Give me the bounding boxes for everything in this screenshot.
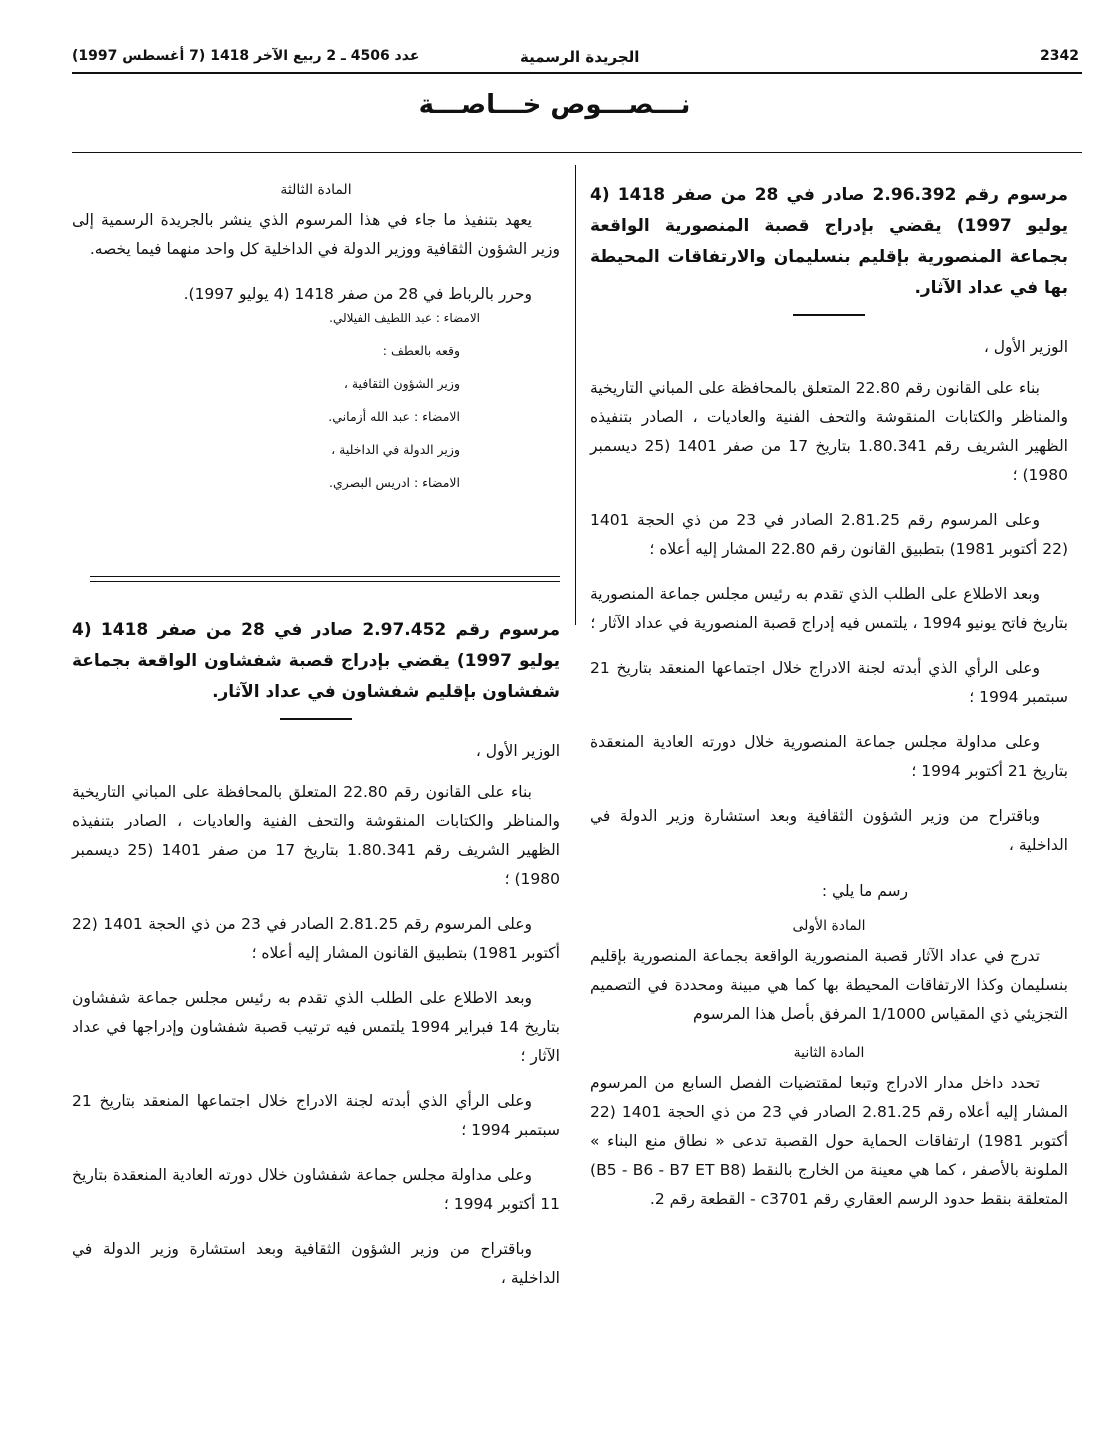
gazette-name: الجريدة الرسمية xyxy=(520,48,640,66)
decree2-para: وباقتراح من وزير الشؤون الثقافية وبعد استشارة وزير الدولة في الداخلية ، xyxy=(72,1240,560,1287)
signature-interior: الامضاء : ادريس البصري. xyxy=(329,475,460,490)
decree2-minister: الوزير الأول ، xyxy=(475,742,560,760)
article2-heading: المادة الثانية xyxy=(793,1045,865,1061)
minister-culture: وزير الشؤون الثقافية ، xyxy=(343,376,460,391)
separator-rule-bottom xyxy=(90,581,560,582)
decree2-para: بناء على القانون رقم 22.80 المتعلق بالمحافظة على المباني التاريخية والمناظر والكتابات المنقوشة والتحف الفنية والعاديات ، الصادر بتنفيذه الظهير الشريف رقم 1.80.341 بتاريخ 17 من صفر 1401 (25 ديسمبر 1980) ؛ xyxy=(72,783,560,888)
countersigned-label: وقعه بالعطف : xyxy=(382,343,460,358)
decree1-para: وعلى الرأي الذي أبدته لجنة الادراج خلال اجتماعها المنعقد بتاريخ 21 سبتمبر 1994 ؛ xyxy=(590,659,1068,706)
decree2-para: وعلى المرسوم رقم 2.81.25 الصادر في 23 من ذي الحجة 1401 (22 أكتوبر 1981) بتطبيق القانون المشار إليه أعلاه ؛ xyxy=(72,915,560,962)
signature-prime-minister: الامضاء : عبد اللطيف الفيلالي. xyxy=(329,311,480,325)
section-rule xyxy=(72,152,1082,153)
decree1-para: وعلى مداولة مجلس جماعة المنصورية خلال دورته العادية المنعقدة بتاريخ 21 أكتوبر 1994 ؛ xyxy=(590,733,1068,780)
article2-text: تحدد داخل مدار الادراج وتبعا لمقتضيات الفصل السابع من المرسوم المشار إليه أعلاه رقم 2.81.25 الصادر في 23 من ذي الحجة 1401 (22 أكتوبر 1981) ارتفاقات الحماية حول القصبة تدعى « نطاق منع البناء » الملونة بالأصفر ، كما هي معينة من الخارج بالنقط (B5 - B6 - B7 ET B8) المتعلقة بنقط حدود الرسم العقاري رقم c3701 - القطعة رقم 2. xyxy=(590,1074,1069,1208)
article1-text: تدرج في عداد الآثار قصبة المنصورية الواقعة بجماعة المنصورية بإقليم بنسليمان وكذا الارتفاقات المحيطة بها كما هي مبينة ومحددة في التصميم التجزيئي ذي المقياس 1/1000 المرفق بأصل هذا المرسوم xyxy=(590,947,1068,1023)
decree1-para: وعلى المرسوم رقم 2.81.25 الصادر في 23 من ذي الحجة 1401 (22 أكتوبر 1981) بتطبيق القانون رقم 22.80 المشار إليه أعلاه ؛ xyxy=(590,511,1068,558)
decree2-para: وعلى الرأي الذي أبدته لجنة الادراج خلال اجتماعها المنعقد بتاريخ 21 سبتمبر 1994 ؛ xyxy=(72,1092,560,1139)
title-rule xyxy=(793,314,865,316)
decree1-column xyxy=(590,180,1068,1230)
header-rule xyxy=(72,72,1082,74)
decree2-para: وبعد الاطلاع على الطلب الذي تقدم به رئيس مجلس جماعة شفشاون بتاريخ 14 فبراير 1994 يلتمس فيه ترتيب قصبة شفشاون وإدراجها في عداد الآثار ؛ xyxy=(72,989,560,1065)
decree2-para: وعلى مداولة مجلس جماعة شفشاون خلال دورته العادية المنعقدة بتاريخ 11 أكتوبر 1994 ؛ xyxy=(72,1166,560,1213)
decree1-minister: الوزير الأول ، xyxy=(983,338,1068,356)
separator-rule-top xyxy=(90,576,560,577)
section-title: نـــصـــوص خـــاصـــة xyxy=(418,90,691,120)
done-at: وحرر بالرباط في 28 من صفر 1418 (4 يوليو 1997). xyxy=(183,285,532,303)
page-number: 2342 xyxy=(1040,48,1079,64)
decree1-para: وبعد الاطلاع على الطلب الذي تقدم به رئيس مجلس جماعة المنصورية بتاريخ فاتح يونيو 1994 ، يلتمس فيه إدراج قصبة المنصورية في عداد الآثار ؛ xyxy=(590,585,1068,632)
article3-heading: المادة الثالثة xyxy=(280,182,352,198)
issue-info: عدد 4506 ـ 2 ربيع الآخر 1418 (7 أغسطس 1997) xyxy=(72,48,420,64)
countersign-block xyxy=(72,343,560,490)
column-divider xyxy=(575,165,576,625)
signature-culture: الامضاء : عبد الله أزماني. xyxy=(328,409,460,424)
article3-text: يعهد بتنفيذ ما جاء في هذا المرسوم الذي ينشر بالجريدة الرسمية إلى وزير الشؤون الثقافية ووزير الدولة في الداخلية كل واحد منهما فيما يخصه. xyxy=(72,211,560,258)
article1-heading: المادة الأولى xyxy=(792,918,866,934)
decree1-para: وباقتراح من وزير الشؤون الثقافية وبعد استشارة وزير الدولة في الداخلية ، xyxy=(590,807,1068,854)
decree1-decides: رسم ما يلي : xyxy=(821,882,908,900)
decree2-title: مرسوم رقم 2.97.452 صادر في 28 من صفر 1418 (4 يوليو 1997) يقضي بإدراج قصبة شفشاون الواقعة بجماعة شفشاون بإقليم شفشاون في عداد الآثار. xyxy=(72,620,560,702)
minister-interior: وزير الدولة في الداخلية ، xyxy=(331,442,460,457)
decree1-para: بناء على القانون رقم 22.80 المتعلق بالمحافظة على المباني التاريخية والمناظر والكتابات المنقوشة والتحف الفنية والعاديات ، الصادر بتنفيذه الظهير الشريف رقم 1.80.341 بتاريخ 17 من صفر 1401 (25 ديسمبر 1980) ؛ xyxy=(590,379,1068,484)
decree1-title: مرسوم رقم 2.96.392 صادر في 28 من صفر 1418 (4 يوليو 1997) يقضي بإدراج قصبة المنصورية الواقعة بجماعة المنصورية بإقليم بنسليمان والارتفاقات المحيطة بها في عداد الآثار. xyxy=(590,185,1068,298)
decree2-column xyxy=(72,615,560,1309)
title-rule xyxy=(280,718,352,720)
decree1-continuation xyxy=(72,182,560,508)
